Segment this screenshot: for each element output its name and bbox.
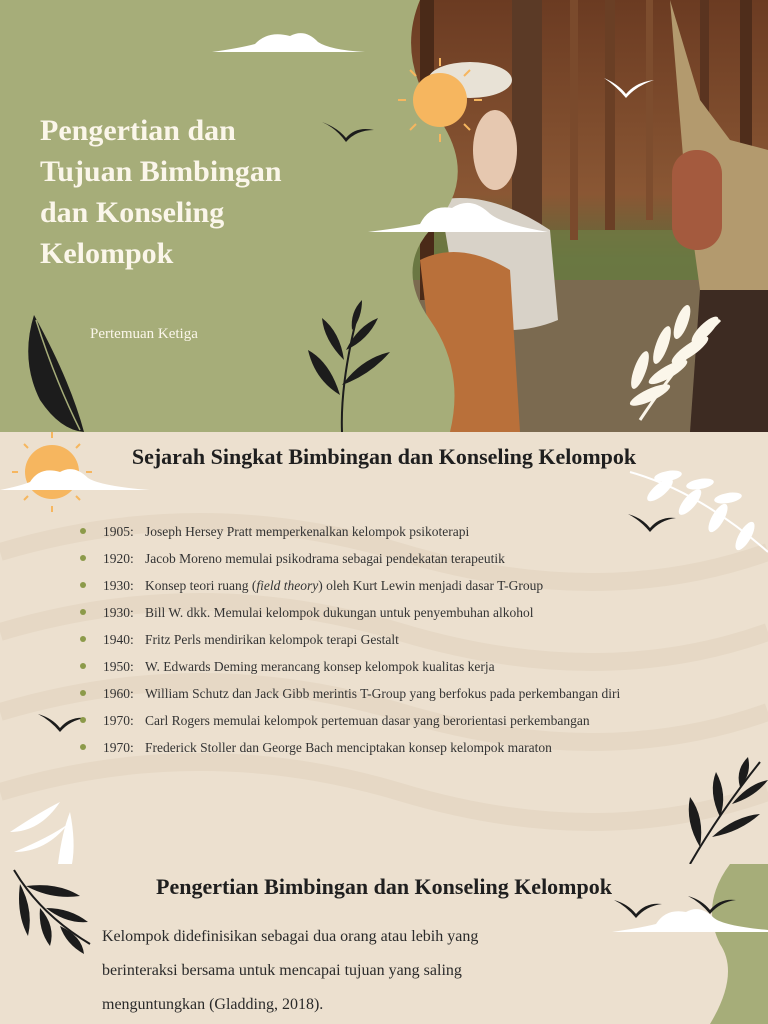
timeline-item xyxy=(80,545,620,572)
definition-paragraph xyxy=(102,920,572,1022)
timeline-item xyxy=(80,599,620,626)
timeline-text: Frederick Stoller dan George Bach menciptakan konsep kelompok maraton xyxy=(145,740,552,755)
leaf-icon xyxy=(28,315,84,432)
bullet-icon xyxy=(80,663,86,669)
timeline-text: Konsep teori ruang ( xyxy=(145,578,257,593)
title-slide xyxy=(0,0,768,432)
timeline-year: 1930: xyxy=(103,605,134,620)
bullet-icon xyxy=(80,528,86,534)
timeline-text: Fritz Perls mendirikan kelompok terapi Gestalt xyxy=(145,632,399,647)
bullet-icon xyxy=(80,609,86,615)
bullet-icon xyxy=(80,690,86,696)
title-line: Pengertian dan xyxy=(40,114,236,147)
timeline-item xyxy=(80,734,620,761)
slide-title xyxy=(40,110,370,274)
timeline-text: Joseph Hersey Pratt memperkenalkan kelompok psikoterapi xyxy=(145,524,470,539)
timeline-item xyxy=(80,707,620,734)
bullet-icon xyxy=(80,636,86,642)
bullet-icon xyxy=(80,582,86,588)
title-line: Kelompok xyxy=(40,237,174,270)
timeline-text: William Schutz dan Jack Gibb merintis T-Group yang berfokus pada perkembangan diri xyxy=(145,686,621,701)
bullet-icon xyxy=(80,717,86,723)
timeline-text: Carl Rogers memulai kelompok pertemuan dasar yang berorientasi perkembangan xyxy=(145,713,590,728)
timeline-year: 1930: xyxy=(103,578,134,593)
timeline-year: 1970: xyxy=(103,713,134,728)
history-heading: Sejarah Singkat Bimbingan dan Konseling Kelompok xyxy=(131,444,637,469)
definition-slide xyxy=(0,864,768,1024)
leaf-branch-icon xyxy=(308,300,390,432)
timeline-text: W. Edwards Deming merancang konsep kelompok kualitas kerja xyxy=(145,659,495,674)
timeline-text-italic: field theory xyxy=(256,578,319,593)
history-slide xyxy=(0,432,768,864)
timeline-item xyxy=(80,653,620,680)
paragraph-line: berinteraksi bersama untuk mencapai tujuan yang saling xyxy=(102,962,462,979)
slide-subtitle: Pertemuan Ketiga xyxy=(90,326,198,342)
bird-icon xyxy=(628,514,676,532)
timeline-year: 1970: xyxy=(103,740,134,755)
bullet-icon xyxy=(80,744,86,750)
timeline-text: ) oleh Kurt Lewin menjadi dasar T-Group xyxy=(318,578,544,593)
timeline-item xyxy=(80,626,620,653)
timeline-text: Jacob Moreno memulai psikodrama sebagai pendekatan terapeutik xyxy=(145,551,505,566)
timeline-year: 1940: xyxy=(103,632,134,647)
bird-icon xyxy=(38,714,86,732)
bullet-icon xyxy=(80,555,86,561)
timeline-item xyxy=(80,518,620,545)
timeline-year: 1905: xyxy=(103,524,134,539)
timeline-year: 1960: xyxy=(103,686,134,701)
leaf-icon xyxy=(10,802,74,864)
bird-icon xyxy=(614,900,662,918)
bird-icon xyxy=(604,78,654,98)
timeline-year: 1920: xyxy=(103,551,134,566)
leaf-branch-icon xyxy=(630,469,768,553)
title-line: Tujuan Bimbingan xyxy=(40,155,282,188)
timeline-text: Bill W. dkk. Memulai kelompok dukungan untuk penyembuhan alkohol xyxy=(145,605,534,620)
timeline-item xyxy=(80,680,620,707)
definition-heading: Pengertian Bimbingan dan Konseling Kelompok xyxy=(156,874,612,899)
sun-icon xyxy=(398,58,482,142)
timeline-item xyxy=(80,572,620,599)
history-timeline xyxy=(80,518,620,761)
paragraph-line: menguntungkan (Gladding, 2018). xyxy=(102,996,324,1013)
title-line: dan Konseling xyxy=(40,196,225,229)
timeline-year: 1950: xyxy=(103,659,134,674)
paragraph-line: Kelompok didefinisikan sebagai dua orang atau lebih yang xyxy=(102,928,479,945)
